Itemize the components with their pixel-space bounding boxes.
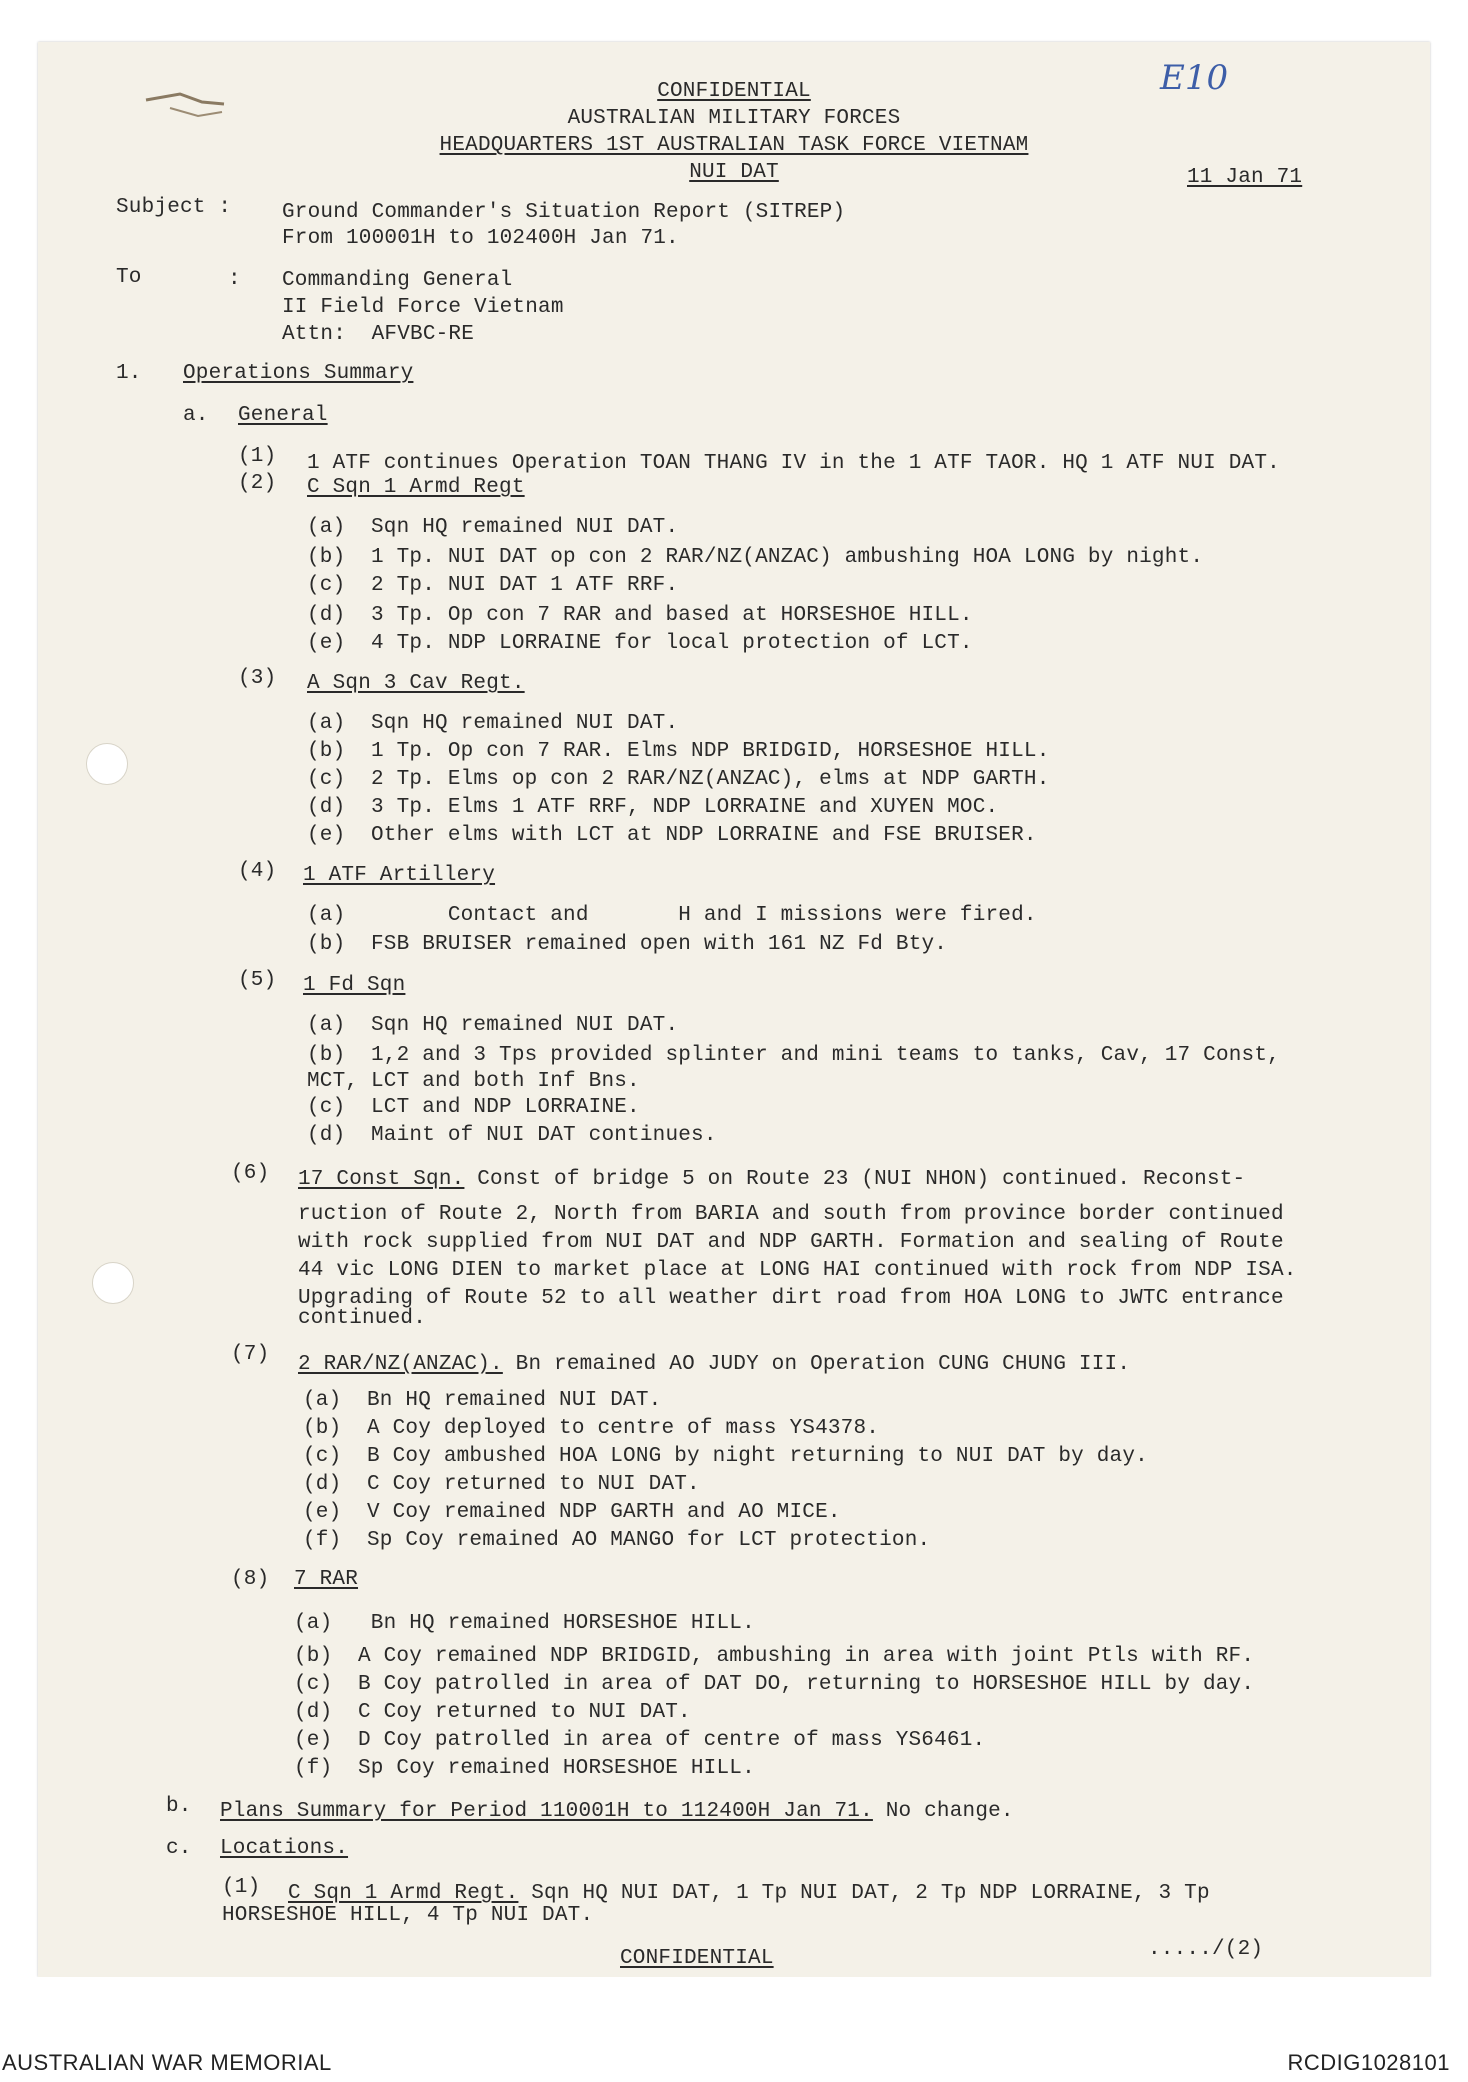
archive-label: AUSTRALIAN WAR MEMORIAL: [2, 2050, 332, 2075]
para-2-item: (e) 4 Tp. NDP LORRAINE for local protection of LCT.: [307, 632, 973, 655]
para-8-title: 7 RAR: [294, 1568, 359, 1591]
org-line-2: HEADQUARTERS 1ST AUSTRALIAN TASK FORCE VIETNAM: [439, 134, 1029, 157]
to-label: To: [116, 266, 142, 289]
to-line-3: Attn: AFVBC-RE: [282, 323, 475, 346]
para-1-number: (1): [238, 445, 277, 468]
para-2-item: (b) 1 Tp. NUI DAT op con 2 RAR/NZ(ANZAC) ambushing HOA LONG by night.: [307, 546, 1204, 569]
para-5-item: (c) LCT and NDP LORRAINE.: [307, 1096, 640, 1119]
para-3-item: (b) 1 Tp. Op con 7 RAR. Elms NDP BRIDGID, HORSESHOE HILL.: [307, 740, 1050, 763]
punch-hole-lower: [92, 1262, 134, 1304]
para-6-text: Const of bridge 5 on Route 23 (NUI NHON) continued. Reconst-: [464, 1168, 1246, 1191]
para-2-item: (d) 3 Tp. Op con 7 RAR and based at HORSESHOE HILL.: [307, 604, 973, 627]
para-7-item: (d) C Coy returned to NUI DAT.: [303, 1473, 700, 1496]
handwritten-ref: E10: [1160, 58, 1229, 98]
para-7-item: (e) V Coy remained NDP GARTH and AO MICE.: [303, 1501, 841, 1524]
document-date: 11 Jan 71: [1187, 166, 1303, 189]
para-6-line: Upgrading of Route 52 to all weather dirt road from HOA LONG to JWTC entrance: [298, 1287, 1284, 1310]
location-1-line-2: HORSESHOE HILL, 4 Tp NUI DAT.: [222, 1904, 594, 1927]
para-5-title: 1 Fd Sqn: [303, 974, 406, 997]
para-5-item: MCT, LCT and both Inf Bns.: [307, 1070, 640, 1093]
para-8-item: (a) Bn HQ remained HORSESHOE HILL.: [294, 1612, 755, 1635]
para-6-line: continued.: [298, 1307, 427, 1330]
para-8-item: (f) Sp Coy remained HORSESHOE HILL.: [294, 1757, 755, 1780]
subject-line-2: From 100001H to 102400H Jan 71.: [282, 227, 679, 250]
para-3-item: (d) 3 Tp. Elms 1 ATF RRF, NDP LORRAINE and XUYEN MOC.: [307, 796, 999, 819]
para-4-item: (b) FSB BRUISER remained open with 161 NZ Fd Bty.: [307, 933, 948, 956]
para-8-item: (c) B Coy patrolled in area of DAT DO, returning to HORSESHOE HILL by day.: [294, 1673, 1255, 1696]
para-6-title: 17 Const Sqn.: [298, 1168, 465, 1191]
location-1-title: C Sqn 1 Armd Regt.: [288, 1882, 519, 1905]
section-1-title: Operations Summary: [183, 362, 414, 385]
para-5-number: (5): [238, 969, 277, 992]
archive-id: RCDIG1028101: [1287, 2050, 1450, 2075]
subsection-a-number: a.: [183, 404, 209, 427]
para-7-item: (a) Bn HQ remained NUI DAT.: [303, 1389, 662, 1412]
para-3-item: (c) 2 Tp. Elms op con 2 RAR/NZ(ANZAC), elms at NDP GARTH.: [307, 768, 1050, 791]
subsection-a-title: General: [238, 404, 328, 427]
subsection-c-title: Locations.: [220, 1837, 349, 1860]
to-line-1: Commanding General: [282, 269, 513, 292]
para-7-item: (b) A Coy deployed to centre of mass YS4378.: [303, 1417, 880, 1440]
section-1-number: 1.: [116, 362, 142, 385]
location-1-line: [288, 1882, 1210, 1906]
para-7-number: (7): [231, 1343, 270, 1366]
para-1-text: 1 ATF continues Operation TOAN THANG IV in the 1 ATF TAOR. HQ 1 ATF NUI DAT.: [307, 452, 1280, 475]
classification-bottom: CONFIDENTIAL: [620, 1947, 774, 1970]
para-3-title: A Sqn 3 Cav Regt.: [307, 672, 525, 695]
para-7-title: 2 RAR/NZ(ANZAC).: [298, 1353, 503, 1376]
para-8-item: (e) D Coy patrolled in area of centre of mass YS6461.: [294, 1729, 986, 1752]
para-5-item: (a) Sqn HQ remained NUI DAT.: [307, 1014, 679, 1037]
para-6-line: with rock supplied from NUI DAT and NDP GARTH. Formation and sealing of Route: [298, 1231, 1284, 1254]
para-5-item: (b) 1,2 and 3 Tps provided splinter and mini teams to tanks, Cav, 17 Const,: [307, 1044, 1280, 1067]
para-4-title: 1 ATF Artillery: [303, 864, 496, 887]
para-2-number: (2): [238, 472, 277, 495]
para-4-number: (4): [238, 860, 277, 883]
location-1-text: Sqn HQ NUI DAT, 1 Tp NUI DAT, 2 Tp NDP LORRAINE, 3 Tp: [518, 1882, 1210, 1905]
page-continuation: ...../(2): [1148, 1938, 1264, 1961]
to-colon: :: [228, 268, 241, 291]
para-7-heading: [298, 1353, 1130, 1377]
para-7-item: (f) Sp Coy remained AO MANGO for LCT protection.: [303, 1529, 931, 1552]
para-5-item: (d) Maint of NUI DAT continues.: [307, 1124, 717, 1147]
para-4-item: (a) Contact and H and I missions were fired.: [307, 904, 1037, 927]
para-2-item: (a) Sqn HQ remained NUI DAT.: [307, 516, 679, 539]
para-3-item: (e) Other elms with LCT at NDP LORRAINE and FSE BRUISER.: [307, 824, 1037, 847]
subsection-b-line: [220, 1800, 1014, 1824]
classification-top: CONFIDENTIAL: [657, 80, 811, 103]
org-line-3: NUI DAT: [689, 161, 779, 184]
para-2-item: (c) 2 Tp. NUI DAT 1 ATF RRF.: [307, 574, 679, 597]
para-6-line: 44 vic LONG DIEN to market place at LONG HAI continued with rock from NDP ISA.: [298, 1259, 1297, 1282]
punch-hole-upper: [86, 743, 128, 785]
subsection-b-number: b.: [166, 1795, 192, 1818]
para-6-line-1: [298, 1168, 1245, 1192]
subject-label: Subject :: [116, 196, 232, 219]
to-line-2: II Field Force Vietnam: [282, 296, 564, 319]
para-7-item: (c) B Coy ambushed HOA LONG by night returning to NUI DAT by day.: [303, 1445, 1148, 1468]
para-7-text: Bn remained AO JUDY on Operation CUNG CHUNG III.: [502, 1353, 1131, 1376]
location-1-number: (1): [222, 1876, 261, 1899]
subsection-b-text: No change.: [872, 1800, 1014, 1823]
para-6-line: ruction of Route 2, North from BARIA and south from province border continued: [298, 1203, 1284, 1226]
subject-line-1: Ground Commander's Situation Report (SITREP): [282, 201, 846, 224]
subsection-c-number: c.: [166, 1837, 192, 1860]
org-line-1: AUSTRALIAN MILITARY FORCES: [567, 107, 901, 130]
para-8-item: (d) C Coy returned to NUI DAT.: [294, 1701, 691, 1724]
para-3-item: (a) Sqn HQ remained NUI DAT.: [307, 712, 679, 735]
para-8-number: (8): [231, 1568, 270, 1591]
para-3-number: (3): [238, 667, 277, 690]
para-2-title: C Sqn 1 Armd Regt: [307, 476, 525, 499]
para-6-number: (6): [231, 1162, 270, 1185]
para-8-item: (b) A Coy remained NDP BRIDGID, ambushing in area with joint Ptls with RF.: [294, 1645, 1255, 1668]
subsection-b-title: Plans Summary for Period 110001H to 112400H Jan 71.: [220, 1800, 873, 1823]
